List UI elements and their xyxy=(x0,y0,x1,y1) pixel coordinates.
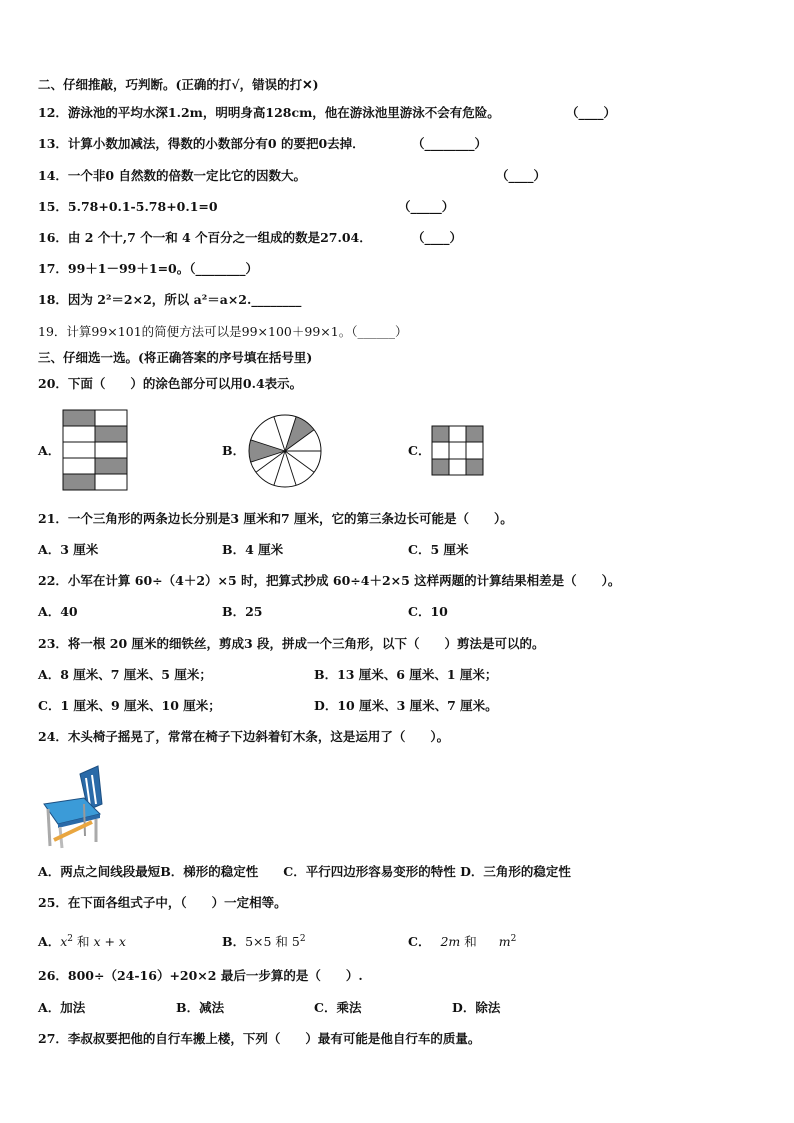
option-25-b[interactable] xyxy=(222,931,306,950)
option-25-c[interactable] xyxy=(408,931,516,950)
option-20-c-figure xyxy=(431,425,485,477)
answer-blank-15[interactable]: （_____） xyxy=(398,199,455,214)
option-25-a-expr2: x + x xyxy=(93,934,126,950)
option-20-b-figure xyxy=(248,414,322,488)
chair-illustration xyxy=(40,764,110,850)
option-25-c-sup: 2 xyxy=(510,934,517,944)
question-27: 27．李叔叔要把他的自行车搬上楼，下列（ ）最有可能是他自行车的质量。 xyxy=(38,1031,481,1046)
grid-cell-shaded xyxy=(95,458,127,474)
option-23-a[interactable]: A．8 厘米、7 厘米、5 厘米； xyxy=(38,667,212,682)
question-24: 24．木头椅子摇晃了，常常在椅子下边斜着钉木条，这是运用了（ ）。 xyxy=(38,729,450,744)
option-25-a-expr1: x xyxy=(60,934,68,950)
option-22-b[interactable]: B．25 xyxy=(222,604,263,619)
question-16: 16．由 2 个十,7 个一和 4 个百分之一组成的数是27.04． xyxy=(38,230,372,245)
question-17: 17．99＋1－99＋1=0。（________） xyxy=(38,261,259,276)
option-25-b-label: B． xyxy=(222,934,246,950)
option-25-c-label: C． xyxy=(408,934,431,950)
grid-cell-shaded xyxy=(449,442,466,459)
option-26-d[interactable]: D．除法 xyxy=(452,1000,501,1015)
option-25-c-and: 和 xyxy=(460,934,477,950)
question-23: 23．将一根 20 厘米的细铁丝，剪成3 段，拼成一个三角形，以下（ ）剪法是可以的。 xyxy=(38,636,545,651)
question-14: 14．一个非0 自然数的倍数一定比它的因数大。 xyxy=(38,168,306,183)
option-26-b[interactable]: B．减法 xyxy=(176,1000,225,1015)
question-12: 12．游泳池的平均水深1.2m，明明身高128cm，他在游泳池里游泳不会有危险。 xyxy=(38,105,500,120)
answer-blank-14[interactable]: （____） xyxy=(496,168,547,183)
question-19: 19．计算99×101的简便方法可以是99×100＋99×1。（______） xyxy=(38,324,408,339)
option-25-a-and: 和 xyxy=(73,934,94,950)
section2-header: 二、仔细推敲，巧判断。(正确的打√，错误的打✕) xyxy=(38,77,319,92)
option-25-c-expr1: 2m xyxy=(440,934,461,950)
option-25-a-label: A． xyxy=(38,934,61,950)
pie-sector-shaded xyxy=(285,417,314,451)
option-21-b[interactable]: B．4 厘米 xyxy=(222,542,284,557)
option-20-b-label[interactable]: B． xyxy=(222,443,246,458)
answer-blank-13[interactable]: （________） xyxy=(412,136,488,151)
option-25-b-expr: 5×5 和 5 xyxy=(245,934,300,950)
option-20-a-label[interactable]: A． xyxy=(38,443,61,458)
option-21-a[interactable]: A．3 厘米 xyxy=(38,542,99,557)
pie-sector-shaded xyxy=(249,440,285,462)
grid-cell-shaded xyxy=(95,426,127,442)
grid-cell-shaded xyxy=(63,474,95,490)
option-26-a[interactable]: A．加法 xyxy=(38,1000,86,1015)
option-22-a[interactable]: A．40 xyxy=(38,604,78,619)
section3-header: 三、仔细选一选。(将正确答案的序号填在括号里) xyxy=(38,350,313,365)
option-25-a[interactable] xyxy=(38,931,126,950)
option-25-a-sup: 2 xyxy=(67,934,73,944)
question-15: 15．5.78+0.1-5.78+0.1=0 xyxy=(38,199,218,214)
question-18: 18．因为 2²＝2×2，所以 a²＝a×2.________ xyxy=(38,292,302,307)
grid-cell-shaded xyxy=(432,426,449,442)
question-26: 26．800÷（24-16）+20×2 最后一步算的是（ ）. xyxy=(38,968,363,983)
option-23-b[interactable]: B．13 厘米、6 厘米、1 厘米； xyxy=(314,667,498,682)
answer-blank-16[interactable]: （____） xyxy=(412,230,463,245)
question-22: 22．小军在计算 60÷（4＋2）×5 时，把算式抄成 60÷4＋2×5 这样两题的计算结果相差是（ ）。 xyxy=(38,573,621,588)
grid-cell-shaded xyxy=(63,410,95,426)
option-20-c-label[interactable]: C． xyxy=(408,443,431,458)
option-25-b-sup: 2 xyxy=(299,934,306,944)
option-21-c[interactable]: C．5 厘米 xyxy=(408,542,469,557)
question-21: 21．一个三角形的两条边长分别是3 厘米和7 厘米，它的第三条边长可能是（ ）。 xyxy=(38,511,513,526)
question-13: 13．计算小数加减法，得数的小数部分有0 的要把0去掉． xyxy=(38,136,365,151)
question-25: 25．在下面各组式子中，（ ）一定相等。 xyxy=(38,895,287,910)
grid-cell-shaded xyxy=(432,459,449,475)
option-23-c[interactable]: C．1 厘米、9 厘米、10 厘米； xyxy=(38,698,221,713)
option-24-list[interactable]: A．两点之间线段最短B．梯形的稳定性 C．平行四边形容易变形的特性 D．三角形的稳定性 xyxy=(38,864,571,879)
option-20-a-figure xyxy=(62,409,128,491)
grid-cell-shaded xyxy=(466,426,483,442)
grid-cell-shaded xyxy=(466,459,483,475)
option-26-c[interactable]: C．乘法 xyxy=(314,1000,362,1015)
option-22-c[interactable]: C．10 xyxy=(408,604,448,619)
answer-blank-12[interactable]: （____） xyxy=(566,105,617,120)
option-25-c-expr2: m xyxy=(498,934,511,950)
question-20: 20．下面（ ）的涂色部分可以用0.4表示。 xyxy=(38,376,303,391)
option-23-d[interactable]: D．10 厘米、3 厘米、7 厘米。 xyxy=(314,698,498,713)
